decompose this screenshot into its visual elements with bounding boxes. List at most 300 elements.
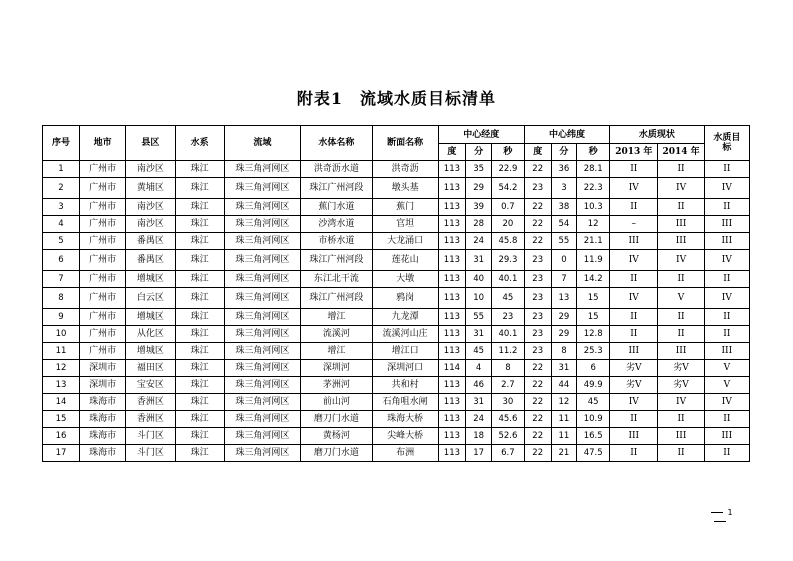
cell-seq: 2	[43, 178, 80, 199]
cell-water-system: 珠江	[175, 233, 224, 250]
footer-dash-left	[711, 512, 723, 513]
cell-section: 大龙涌口	[372, 233, 438, 250]
header-county: 县区	[126, 126, 175, 161]
cell-water-system: 珠江	[175, 377, 224, 394]
cell-water-body: 流溪河	[300, 326, 372, 343]
header-center-longitude: 中心经度	[438, 126, 524, 144]
cell-status-2013: II	[610, 445, 658, 462]
cell-target: II	[704, 271, 749, 288]
cell-target: III	[704, 428, 749, 445]
cell-section: 九龙潭	[372, 309, 438, 326]
table-row	[43, 360, 750, 377]
cell-status-2014: II	[658, 309, 704, 326]
cell-lat-minute: 8	[551, 343, 577, 360]
cell-lon-second: 40.1	[491, 271, 524, 288]
cell-target: II	[704, 445, 749, 462]
cell-water-body: 磨刀门水道	[300, 445, 372, 462]
cell-county: 香洲区	[126, 394, 175, 411]
cell-county: 增城区	[126, 271, 175, 288]
table-row	[43, 288, 750, 309]
cell-lat-second: 15	[577, 288, 610, 309]
cell-section: 大墩	[372, 271, 438, 288]
cell-water-system: 珠江	[175, 428, 224, 445]
cell-basin: 珠三角河网区	[224, 377, 300, 394]
cell-section: 鸦岗	[372, 288, 438, 309]
cell-status-2014: III	[658, 343, 704, 360]
cell-status-2014: V	[658, 288, 704, 309]
cell-water-body: 增江	[300, 309, 372, 326]
cell-status-2013: IV	[610, 250, 658, 271]
water-quality-table	[42, 125, 750, 462]
cell-lat-minute: 11	[551, 428, 577, 445]
cell-water-system: 珠江	[175, 326, 224, 343]
cell-section: 流溪河山庄	[372, 326, 438, 343]
cell-status-2013: 劣V	[610, 360, 658, 377]
header-water-system: 水系	[175, 126, 224, 161]
header-lon-minute: 分	[466, 144, 492, 161]
cell-lon-degree: 113	[438, 250, 466, 271]
cell-seq: 17	[43, 445, 80, 462]
table-row	[43, 233, 750, 250]
cell-seq: 8	[43, 288, 80, 309]
cell-seq: 16	[43, 428, 80, 445]
cell-status-2014: II	[658, 411, 704, 428]
cell-county: 宝安区	[126, 377, 175, 394]
cell-lat-minute: 36	[551, 161, 577, 178]
cell-water-body: 深圳河	[300, 360, 372, 377]
cell-seq: 7	[43, 271, 80, 288]
page-footer	[698, 508, 742, 526]
cell-county: 斗门区	[126, 445, 175, 462]
cell-city: 广州市	[79, 216, 125, 233]
cell-county: 福田区	[126, 360, 175, 377]
header-center-latitude: 中心纬度	[524, 126, 609, 144]
cell-section: 尖峰大桥	[372, 428, 438, 445]
cell-lon-degree: 113	[438, 411, 466, 428]
cell-city: 广州市	[79, 178, 125, 199]
cell-water-body: 茅洲河	[300, 377, 372, 394]
cell-basin: 珠三角河网区	[224, 216, 300, 233]
cell-lat-degree: 22	[524, 377, 551, 394]
cell-city: 广州市	[79, 199, 125, 216]
cell-county: 番禺区	[126, 233, 175, 250]
cell-basin: 珠三角河网区	[224, 199, 300, 216]
cell-lat-second: 47.5	[577, 445, 610, 462]
cell-section: 增江口	[372, 343, 438, 360]
cell-lon-second: 52.6	[491, 428, 524, 445]
header-basin: 流域	[224, 126, 300, 161]
cell-basin: 珠三角河网区	[224, 360, 300, 377]
table-row	[43, 377, 750, 394]
footer-dash-right	[714, 521, 726, 522]
cell-status-2013: II	[610, 326, 658, 343]
cell-status-2014: II	[658, 445, 704, 462]
cell-city: 广州市	[79, 161, 125, 178]
cell-seq: 14	[43, 394, 80, 411]
cell-section: 共和村	[372, 377, 438, 394]
cell-seq: 3	[43, 199, 80, 216]
cell-lon-second: 40.1	[491, 326, 524, 343]
cell-basin: 珠三角河网区	[224, 288, 300, 309]
cell-seq: 11	[43, 343, 80, 360]
cell-water-body: 前山河	[300, 394, 372, 411]
cell-water-body: 磨刀门水道	[300, 411, 372, 428]
cell-basin: 珠三角河网区	[224, 394, 300, 411]
cell-county: 香洲区	[126, 411, 175, 428]
cell-target: II	[704, 326, 749, 343]
cell-status-2013: IV	[610, 288, 658, 309]
cell-lon-minute: 24	[466, 233, 492, 250]
cell-lon-minute: 4	[466, 360, 492, 377]
table-row	[43, 271, 750, 288]
cell-status-2014: III	[658, 216, 704, 233]
header-seq: 序号	[43, 126, 80, 161]
cell-lat-second: 15	[577, 309, 610, 326]
cell-section: 洪奇沥	[372, 161, 438, 178]
header-quality-status: 水质现状	[610, 126, 705, 144]
cell-lat-second: 21.1	[577, 233, 610, 250]
cell-lat-minute: 31	[551, 360, 577, 377]
cell-lon-minute: 31	[466, 250, 492, 271]
cell-lon-degree: 114	[438, 360, 466, 377]
cell-lon-second: 22.9	[491, 161, 524, 178]
cell-seq: 15	[43, 411, 80, 428]
cell-water-system: 珠江	[175, 216, 224, 233]
cell-lat-second: 12.8	[577, 326, 610, 343]
cell-seq: 12	[43, 360, 80, 377]
cell-lat-degree: 22	[524, 161, 551, 178]
cell-target: IV	[704, 394, 749, 411]
cell-city: 珠海市	[79, 445, 125, 462]
cell-lat-degree: 22	[524, 411, 551, 428]
cell-lat-minute: 54	[551, 216, 577, 233]
cell-lat-minute: 29	[551, 309, 577, 326]
cell-lon-second: 45.6	[491, 411, 524, 428]
cell-lat-degree: 23	[524, 309, 551, 326]
cell-water-body: 珠江广州河段	[300, 250, 372, 271]
cell-lon-second: 0.7	[491, 199, 524, 216]
cell-basin: 珠三角河网区	[224, 161, 300, 178]
cell-lat-degree: 22	[524, 199, 551, 216]
cell-lon-minute: 55	[466, 309, 492, 326]
cell-water-system: 珠江	[175, 288, 224, 309]
cell-lat-second: 10.9	[577, 411, 610, 428]
cell-lon-degree: 113	[438, 233, 466, 250]
cell-lat-minute: 29	[551, 326, 577, 343]
cell-lon-second: 30	[491, 394, 524, 411]
table-row	[43, 216, 750, 233]
cell-county: 南沙区	[126, 199, 175, 216]
cell-section: 墩头基	[372, 178, 438, 199]
table-row	[43, 309, 750, 326]
cell-water-body: 洪奇沥水道	[300, 161, 372, 178]
cell-target: III	[704, 343, 749, 360]
table-row	[43, 178, 750, 199]
cell-city: 珠海市	[79, 394, 125, 411]
cell-lon-minute: 31	[466, 326, 492, 343]
cell-lat-degree: 23	[524, 326, 551, 343]
cell-water-body: 珠江广州河段	[300, 178, 372, 199]
cell-section: 珠海大桥	[372, 411, 438, 428]
header-year-2013: 2013 年	[610, 144, 658, 161]
cell-lat-degree: 22	[524, 428, 551, 445]
cell-seq: 5	[43, 233, 80, 250]
cell-water-system: 珠江	[175, 360, 224, 377]
cell-lat-minute: 44	[551, 377, 577, 394]
cell-lon-degree: 113	[438, 428, 466, 445]
cell-lat-second: 14.2	[577, 271, 610, 288]
cell-water-body: 东江北干流	[300, 271, 372, 288]
cell-water-system: 珠江	[175, 445, 224, 462]
cell-lon-second: 11.2	[491, 343, 524, 360]
cell-lat-degree: 22	[524, 233, 551, 250]
cell-lat-second: 25.3	[577, 343, 610, 360]
cell-basin: 珠三角河网区	[224, 445, 300, 462]
cell-lat-degree: 23	[524, 343, 551, 360]
cell-status-2013: II	[610, 271, 658, 288]
cell-status-2013: II	[610, 411, 658, 428]
cell-target: II	[704, 199, 749, 216]
cell-status-2013: II	[610, 199, 658, 216]
cell-lat-minute: 12	[551, 394, 577, 411]
page-number: 1	[727, 508, 733, 517]
cell-county: 南沙区	[126, 161, 175, 178]
cell-target: II	[704, 411, 749, 428]
cell-lon-degree: 113	[438, 271, 466, 288]
header-lon-degree: 度	[438, 144, 466, 161]
cell-lon-degree: 113	[438, 343, 466, 360]
cell-lat-second: 22.3	[577, 178, 610, 199]
header-city: 地市	[79, 126, 125, 161]
cell-status-2014: II	[658, 161, 704, 178]
cell-lon-second: 6.7	[491, 445, 524, 462]
cell-county: 斗门区	[126, 428, 175, 445]
cell-seq: 10	[43, 326, 80, 343]
cell-status-2014: III	[658, 428, 704, 445]
cell-target: IV	[704, 288, 749, 309]
cell-city: 广州市	[79, 288, 125, 309]
cell-status-2013: IV	[610, 178, 658, 199]
cell-lon-minute: 35	[466, 161, 492, 178]
cell-lon-degree: 113	[438, 394, 466, 411]
cell-lon-degree: 113	[438, 377, 466, 394]
cell-seq: 1	[43, 161, 80, 178]
cell-lat-degree: 23	[524, 271, 551, 288]
cell-water-body: 黄杨河	[300, 428, 372, 445]
header-section: 断面名称	[372, 126, 438, 161]
cell-target: III	[704, 233, 749, 250]
cell-lon-minute: 17	[466, 445, 492, 462]
cell-city: 广州市	[79, 326, 125, 343]
header-year-2014: 2014 年	[658, 144, 704, 161]
cell-target: V	[704, 360, 749, 377]
cell-lat-minute: 11	[551, 411, 577, 428]
cell-water-system: 珠江	[175, 309, 224, 326]
cell-lon-second: 20	[491, 216, 524, 233]
table-row	[43, 445, 750, 462]
cell-water-system: 珠江	[175, 161, 224, 178]
cell-status-2014: II	[658, 199, 704, 216]
cell-lon-minute: 39	[466, 199, 492, 216]
cell-water-system: 珠江	[175, 178, 224, 199]
cell-basin: 珠三角河网区	[224, 428, 300, 445]
cell-lon-minute: 10	[466, 288, 492, 309]
cell-status-2013: III	[610, 428, 658, 445]
cell-lat-minute: 3	[551, 178, 577, 199]
cell-county: 从化区	[126, 326, 175, 343]
cell-county: 番禺区	[126, 250, 175, 271]
cell-lon-minute: 46	[466, 377, 492, 394]
cell-lon-degree: 113	[438, 309, 466, 326]
cell-lat-second: 12	[577, 216, 610, 233]
cell-status-2013: II	[610, 309, 658, 326]
cell-lon-degree: 113	[438, 288, 466, 309]
cell-city: 深圳市	[79, 377, 125, 394]
cell-lon-second: 2.7	[491, 377, 524, 394]
cell-lat-second: 28.1	[577, 161, 610, 178]
cell-target: III	[704, 216, 749, 233]
cell-section: 莲花山	[372, 250, 438, 271]
cell-city: 广州市	[79, 250, 125, 271]
cell-lat-second: 49.9	[577, 377, 610, 394]
cell-basin: 珠三角河网区	[224, 233, 300, 250]
cell-section: 官坦	[372, 216, 438, 233]
table-row	[43, 326, 750, 343]
page-title: 附表1 流域水质目标清单	[296, 89, 497, 108]
cell-water-system: 珠江	[175, 271, 224, 288]
cell-lat-degree: 22	[524, 360, 551, 377]
cell-lon-minute: 18	[466, 428, 492, 445]
cell-lat-degree: 23	[524, 288, 551, 309]
header-water-body: 水体名称	[300, 126, 372, 161]
cell-status-2014: IV	[658, 250, 704, 271]
table-body	[43, 161, 750, 462]
cell-water-body: 增江	[300, 343, 372, 360]
cell-water-body: 沙湾水道	[300, 216, 372, 233]
cell-section: 石角咀水闸	[372, 394, 438, 411]
cell-section: 布洲	[372, 445, 438, 462]
cell-lat-second: 11.9	[577, 250, 610, 271]
cell-seq: 4	[43, 216, 80, 233]
header-lat-degree: 度	[524, 144, 551, 161]
cell-basin: 珠三角河网区	[224, 326, 300, 343]
cell-lon-second: 45.8	[491, 233, 524, 250]
cell-water-body: 市桥水道	[300, 233, 372, 250]
cell-status-2014: 劣V	[658, 377, 704, 394]
cell-status-2013: III	[610, 233, 658, 250]
table-row	[43, 250, 750, 271]
cell-lat-second: 6	[577, 360, 610, 377]
cell-lon-second: 54.2	[491, 178, 524, 199]
cell-seq: 6	[43, 250, 80, 271]
cell-county: 增城区	[126, 343, 175, 360]
cell-water-system: 珠江	[175, 199, 224, 216]
cell-lon-degree: 113	[438, 326, 466, 343]
header-lon-second: 秒	[491, 144, 524, 161]
cell-basin: 珠三角河网区	[224, 178, 300, 199]
cell-target: II	[704, 161, 749, 178]
cell-lon-minute: 31	[466, 394, 492, 411]
cell-water-system: 珠江	[175, 343, 224, 360]
cell-status-2014: III	[658, 233, 704, 250]
cell-status-2014: IV	[658, 394, 704, 411]
cell-status-2014: 劣V	[658, 360, 704, 377]
cell-lon-degree: 113	[438, 445, 466, 462]
cell-city: 深圳市	[79, 360, 125, 377]
cell-status-2013: –	[610, 216, 658, 233]
cell-city: 珠海市	[79, 428, 125, 445]
cell-target: II	[704, 309, 749, 326]
cell-lon-second: 8	[491, 360, 524, 377]
cell-lon-minute: 45	[466, 343, 492, 360]
cell-lon-second: 23	[491, 309, 524, 326]
cell-water-system: 珠江	[175, 394, 224, 411]
cell-water-system: 珠江	[175, 411, 224, 428]
table-row	[43, 199, 750, 216]
cell-lon-degree: 113	[438, 199, 466, 216]
cell-status-2013: 劣V	[610, 377, 658, 394]
cell-county: 白云区	[126, 288, 175, 309]
cell-lat-degree: 23	[524, 178, 551, 199]
cell-seq: 9	[43, 309, 80, 326]
cell-lat-minute: 13	[551, 288, 577, 309]
cell-lon-degree: 113	[438, 178, 466, 199]
cell-county: 增城区	[126, 309, 175, 326]
cell-lat-minute: 7	[551, 271, 577, 288]
cell-target: IV	[704, 250, 749, 271]
cell-lat-degree: 22	[524, 216, 551, 233]
cell-status-2014: II	[658, 271, 704, 288]
table-row	[43, 428, 750, 445]
cell-basin: 珠三角河网区	[224, 271, 300, 288]
cell-lon-second: 45	[491, 288, 524, 309]
cell-lon-degree: 113	[438, 161, 466, 178]
cell-city: 珠海市	[79, 411, 125, 428]
cell-city: 广州市	[79, 343, 125, 360]
cell-water-body: 蕉门水道	[300, 199, 372, 216]
cell-basin: 珠三角河网区	[224, 250, 300, 271]
cell-lon-minute: 29	[466, 178, 492, 199]
cell-status-2013: III	[610, 343, 658, 360]
cell-basin: 珠三角河网区	[224, 309, 300, 326]
cell-status-2013: II	[610, 161, 658, 178]
cell-lat-degree: 23	[524, 250, 551, 271]
cell-city: 广州市	[79, 271, 125, 288]
cell-lat-degree: 22	[524, 445, 551, 462]
header-lat-minute: 分	[551, 144, 577, 161]
header-lat-second: 秒	[577, 144, 610, 161]
cell-city: 广州市	[79, 309, 125, 326]
cell-basin: 珠三角河网区	[224, 343, 300, 360]
cell-target: V	[704, 377, 749, 394]
cell-lat-minute: 55	[551, 233, 577, 250]
cell-basin: 珠三角河网区	[224, 411, 300, 428]
cell-lat-second: 16.5	[577, 428, 610, 445]
cell-county: 南沙区	[126, 216, 175, 233]
cell-status-2014: IV	[658, 178, 704, 199]
cell-seq: 13	[43, 377, 80, 394]
cell-status-2014: II	[658, 326, 704, 343]
cell-lon-degree: 113	[438, 216, 466, 233]
cell-section: 蕉门	[372, 199, 438, 216]
table-row	[43, 394, 750, 411]
cell-lat-second: 45	[577, 394, 610, 411]
cell-lat-minute: 0	[551, 250, 577, 271]
cell-lat-degree: 22	[524, 394, 551, 411]
cell-water-body: 珠江广州河段	[300, 288, 372, 309]
table-row	[43, 161, 750, 178]
cell-section: 深圳河口	[372, 360, 438, 377]
